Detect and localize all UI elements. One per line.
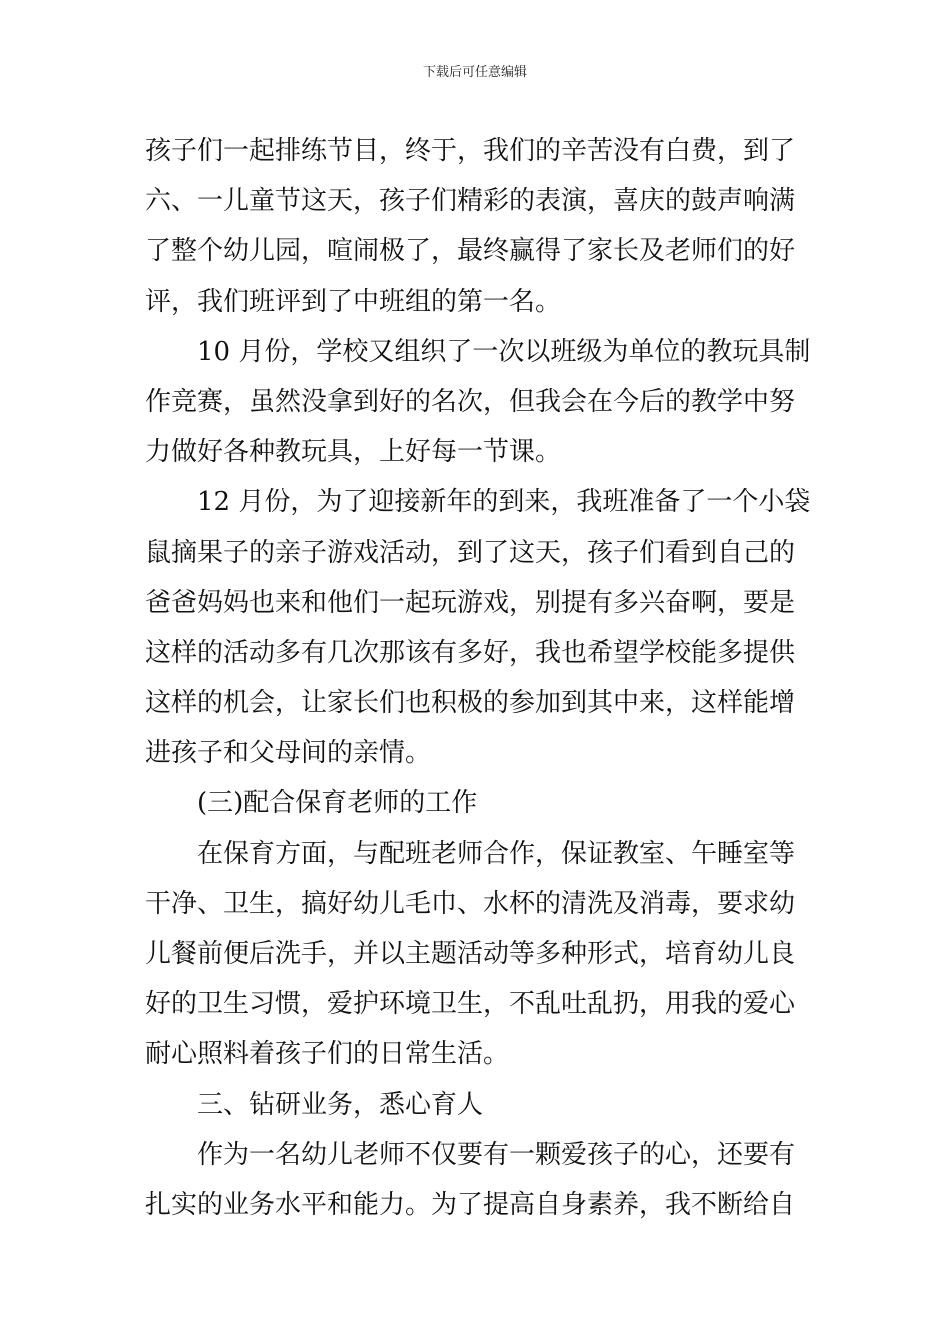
text-line: 孩子们一起排练节目，终于，我们的辛苦没有白费，到了 bbox=[145, 136, 796, 166]
text-line: (三)配合保育老师的工作 bbox=[197, 788, 478, 819]
text-line: 10 月份，学校又组织了一次以班级为单位的教玩具制 bbox=[197, 336, 811, 367]
text-line: 作为一名幼儿老师不仅要有一颗爱孩子的心，还要有 bbox=[197, 1139, 796, 1170]
text-line: 好的卫生习惯，爱护环境卫生，不乱吐乱扔，用我的爱心 bbox=[145, 989, 796, 1020]
text-line: 这样的活动多有几次那该有多好，我也希望学校能多提供 bbox=[145, 637, 796, 668]
text-line: 进孩子和父母间的亲情。 bbox=[145, 738, 432, 769]
text-line: 12 月份，为了迎接新年的到来，我班准备了一个小袋 bbox=[197, 487, 811, 518]
document-body bbox=[145, 126, 811, 1230]
text-line: 作竞赛，虽然没拿到好的名次，但我会在今后的教学中努 bbox=[145, 386, 796, 417]
text-line: 鼠摘果子的亲子游戏活动，到了这天，孩子们看到自己的 bbox=[145, 537, 796, 568]
text-line: 这样的机会，让家长们也积极的参加到其中来，这样能增 bbox=[145, 688, 796, 719]
text-line: 了整个幼儿园，喧闹极了，最终赢得了家长及老师们的好 bbox=[145, 236, 796, 267]
text-line: 在保育方面，与配班老师合作，保证教室、午睡室等 bbox=[197, 838, 796, 869]
page-header-note: 下载后可任意编辑 bbox=[422, 65, 527, 80]
text-line: 儿餐前便后洗手，并以主题活动等多种形式，培育幼儿良 bbox=[145, 939, 796, 969]
text-line: 三、钻研业务，悉心育人 bbox=[197, 1089, 484, 1120]
text-line: 爸爸妈妈也来和他们一起玩游戏，别提有多兴奋啊，要是 bbox=[145, 587, 796, 618]
text-line: 扎实的业务水平和能力。为了提高自身素养，我不断给自 bbox=[145, 1189, 796, 1220]
text-line: 评，我们班评到了中班组的第一名。 bbox=[145, 286, 562, 317]
text-line: 力做好各种教玩具，上好每一节课。 bbox=[145, 437, 562, 468]
text-line: 六、一儿童节这天，孩子们精彩的表演，喜庆的鼓声响满 bbox=[145, 186, 796, 217]
text-line: 耐心照料着孩子们的日常生活。 bbox=[145, 1039, 510, 1070]
text-line: 干净、卫生，搞好幼儿毛巾、水杯的清洗及消毒，要求幼 bbox=[145, 888, 796, 919]
